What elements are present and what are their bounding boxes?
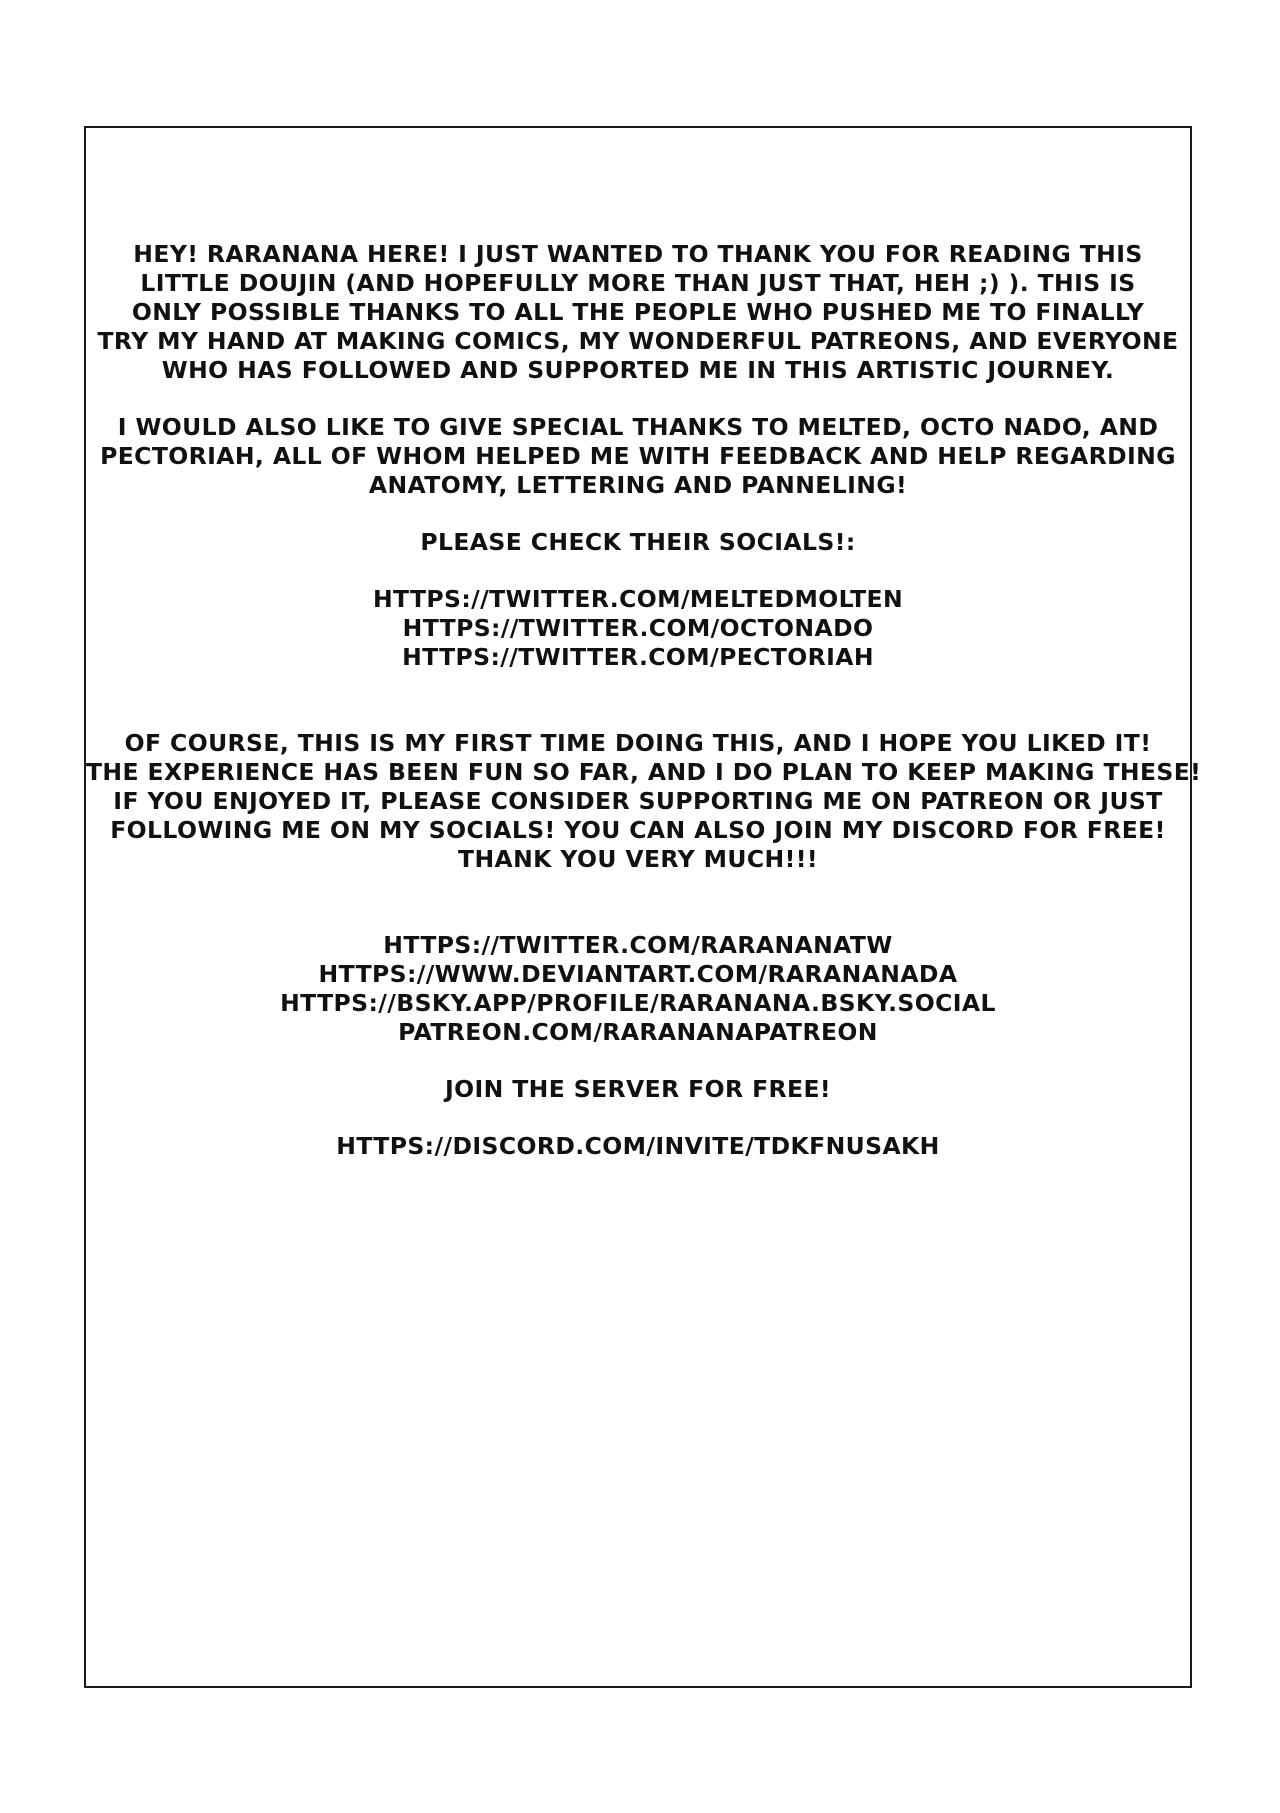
text-line: ANATOMY, LETTERING AND PANNELING! [368,471,908,499]
author-link: HTTPS://TWITTER.COM/RARANANATW [383,931,893,959]
text-line: PLEASE CHECK THEIR SOCIALS!: [420,528,856,556]
author-link: HTTPS://WWW.DEVIANTART.COM/RARANANADA [318,960,958,988]
spacer [86,557,1190,585]
text-line: IF YOU ENJOYED IT, PLEASE CONSIDER SUPPORTING ME ON PATREON OR JUST [113,787,1163,815]
friend-link: HTTPS://TWITTER.COM/OCTONADO [402,614,874,642]
spacer [86,874,1190,931]
friend-link: HTTPS://TWITTER.COM/MELTEDMOLTEN [372,585,904,613]
text-line: HEY! RARANANA HERE! I JUST WANTED TO THANK YOU FOR READING THIS [133,240,1143,268]
special-thanks-paragraph [86,413,1190,500]
text-line: FOLLOWING ME ON MY SOCIALS! YOU CAN ALSO JOIN MY DISCORD FOR FREE! [110,816,1166,844]
text-line: I WOULD ALSO LIKE TO GIVE SPECIAL THANKS TO MELTED, OCTO NADO, AND [117,413,1159,441]
text-line: JOIN THE SERVER FOR FREE! [444,1075,832,1103]
discord-link: HTTPS://DISCORD.COM/INVITE/TDKFNUSAKH [336,1132,940,1160]
author-links [86,931,1190,1047]
text-line: OF COURSE, THIS IS MY FIRST TIME DOING THIS, AND I HOPE YOU LIKED IT! [124,729,1152,757]
afterword-text [86,240,1202,1161]
page-panel [84,126,1202,1688]
spacer [86,1047,1190,1075]
discord-heading [86,1075,1190,1104]
spacer [86,1104,1190,1132]
friend-links [86,585,1190,672]
text-line: THANK YOU VERY MUCH!!! [458,845,818,873]
spacer [86,500,1190,528]
friend-link: HTTPS://TWITTER.COM/PECTORIAH [402,643,874,671]
text-line: PECTORIAH, ALL OF WHOM HELPED ME WITH FEEDBACK AND HELP REGARDING [100,442,1176,470]
spacer [86,385,1190,413]
text-line: WHO HAS FOLLOWED AND SUPPORTED ME IN THIS ARTISTIC JOURNEY. [161,356,1115,384]
author-link: PATREON.COM/RARANANAPATREON [398,1018,878,1046]
discord-link-block [86,1132,1190,1161]
text-line: THE EXPERIENCE HAS BEEN FUN SO FAR, AND I DO PLAN TO KEEP MAKING THESE! [86,758,1202,786]
closing-paragraph [86,729,1202,874]
text-line: ONLY POSSIBLE THANKS TO ALL THE PEOPLE WHO PUSHED ME TO FINALLY [131,298,1145,326]
text-line: LITTLE DOUJIN (AND HOPEFULLY MORE THAN JUST THAT, HEH ;) ). THIS IS [140,269,1136,297]
author-link: HTTPS://BSKY.APP/PROFILE/RARANANA.BSKY.SOCIAL [280,989,996,1017]
spacer [86,672,1190,729]
thanks-paragraph [86,240,1190,385]
text-line: TRY MY HAND AT MAKING COMICS, MY WONDERFUL PATREONS, AND EVERYONE [97,327,1179,355]
socials-heading [86,528,1190,557]
